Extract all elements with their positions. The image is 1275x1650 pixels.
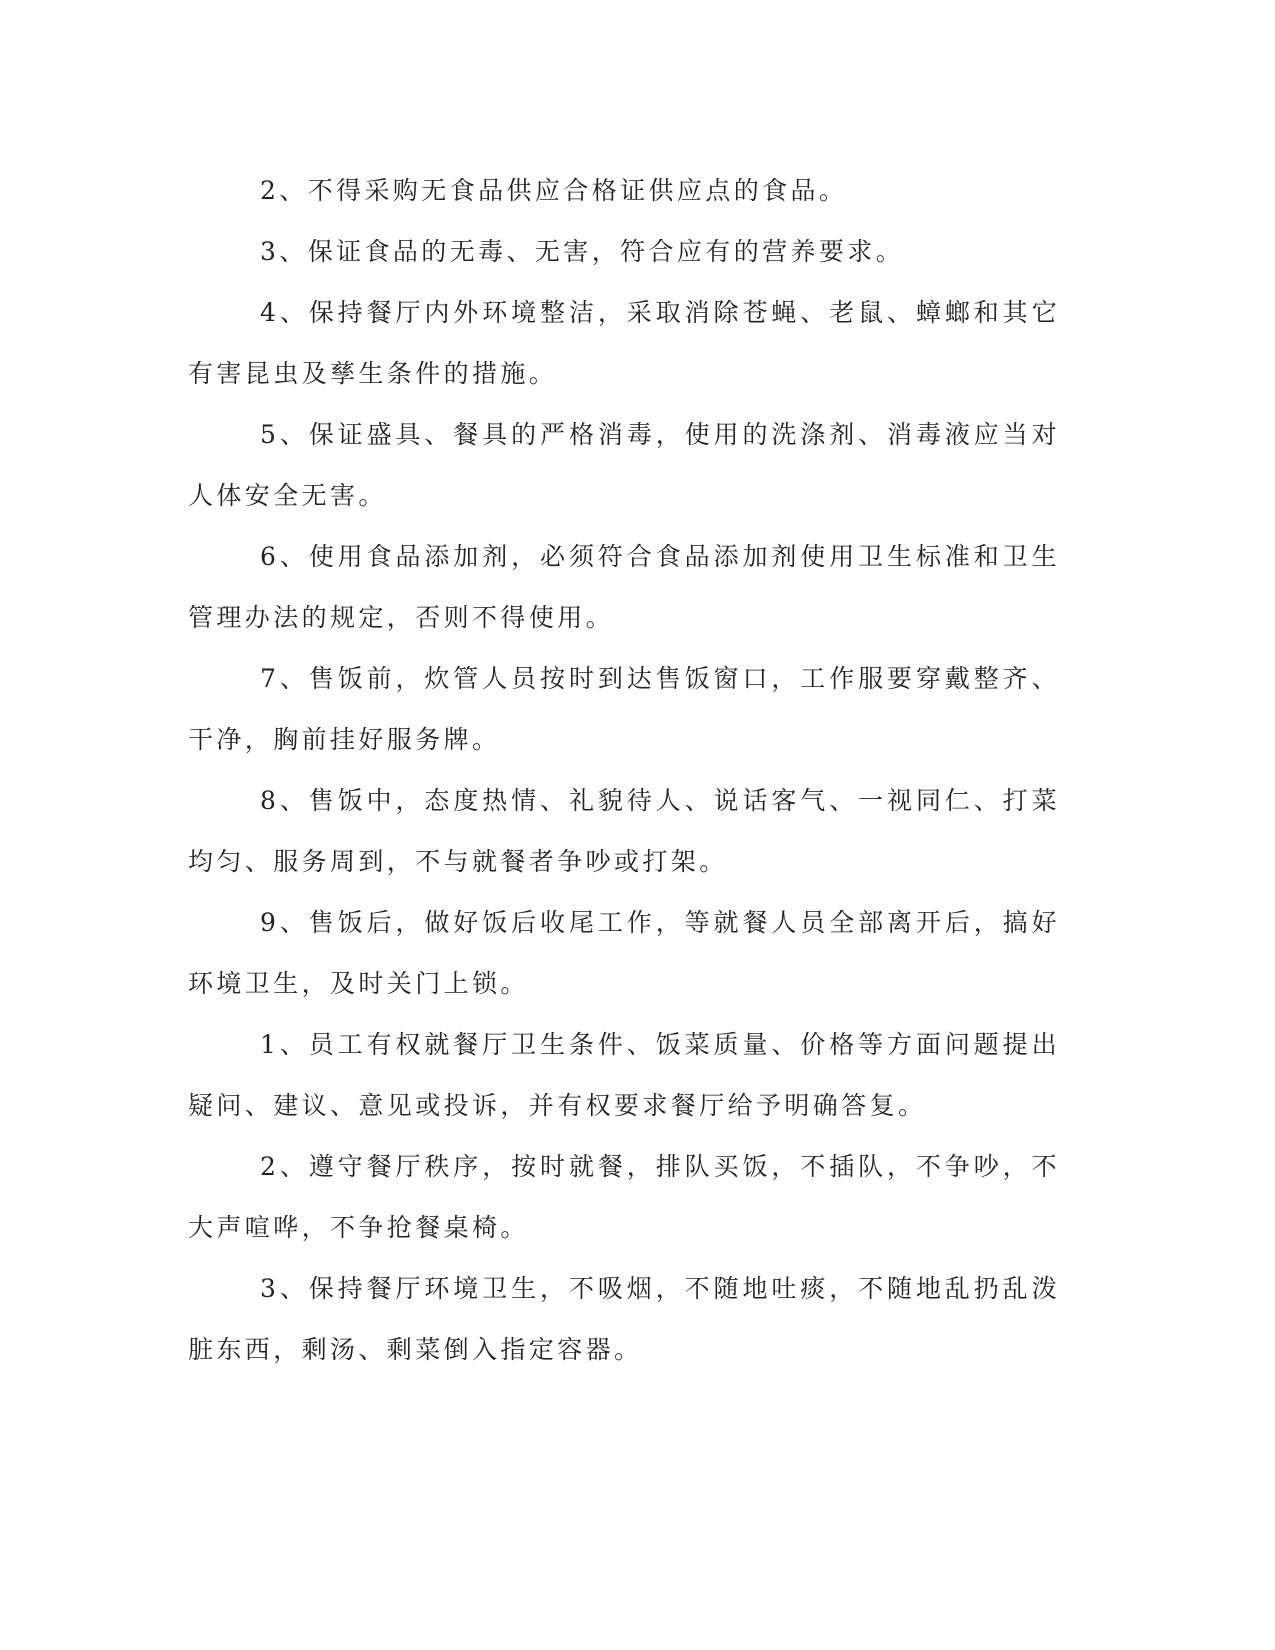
paragraph-rule-3-food-safety: 3、保证食品的无毒、无害，符合应有的营养要求。 [260, 237, 905, 266]
document-body [188, 160, 1060, 1380]
paragraph-diner-rule-1-feedback: 1、员工有权就餐厅卫生条件、饭菜质量、价格等方面问题提出疑问、建议、意见或投诉，并有权要求餐厅给予明确答复。 [188, 1030, 1060, 1120]
paragraph-diner-rule-3-hygiene: 3、保持餐厅环境卫生，不吸烟，不随地吐痰，不随地乱扔乱泼脏东西，剩汤、剩菜倒入指定容器。 [188, 1274, 1060, 1364]
paragraph-rule-7-before-service: 7、售饭前，炊管人员按时到达售饭窗口，工作服要穿戴整齐、干净，胸前挂好服务牌。 [188, 664, 1060, 754]
paragraph-rule-9-after-service: 9、售饭后，做好饭后收尾工作，等就餐人员全部离开后，搞好环境卫生，及时关门上锁。 [188, 908, 1060, 998]
paragraph-rule-5-disinfection: 5、保证盛具、餐具的严格消毒，使用的洗涤剂、消毒液应当对人体安全无害。 [188, 420, 1060, 510]
paragraph-rule-6-additives: 6、使用食品添加剂，必须符合食品添加剂使用卫生标准和卫生管理办法的规定，否则不得使用。 [188, 542, 1060, 632]
paragraph-rule-4-environment: 4、保持餐厅内外环境整洁，采取消除苍蝇、老鼠、蟑螂和其它有害昆虫及孳生条件的措施。 [188, 298, 1060, 388]
paragraph-rule-2-purchasing: 2、不得采购无食品供应合格证供应点的食品。 [260, 176, 848, 205]
paragraph-diner-rule-2-order: 2、遵守餐厅秩序，按时就餐，排队买饭，不插队，不争吵，不大声喧哗，不争抢餐桌椅。 [188, 1152, 1060, 1242]
paragraph-rule-8-during-service: 8、售饭中，态度热情、礼貌待人、说话客气、一视同仁、打菜均匀、服务周到，不与就餐者争吵或打架。 [188, 786, 1060, 876]
